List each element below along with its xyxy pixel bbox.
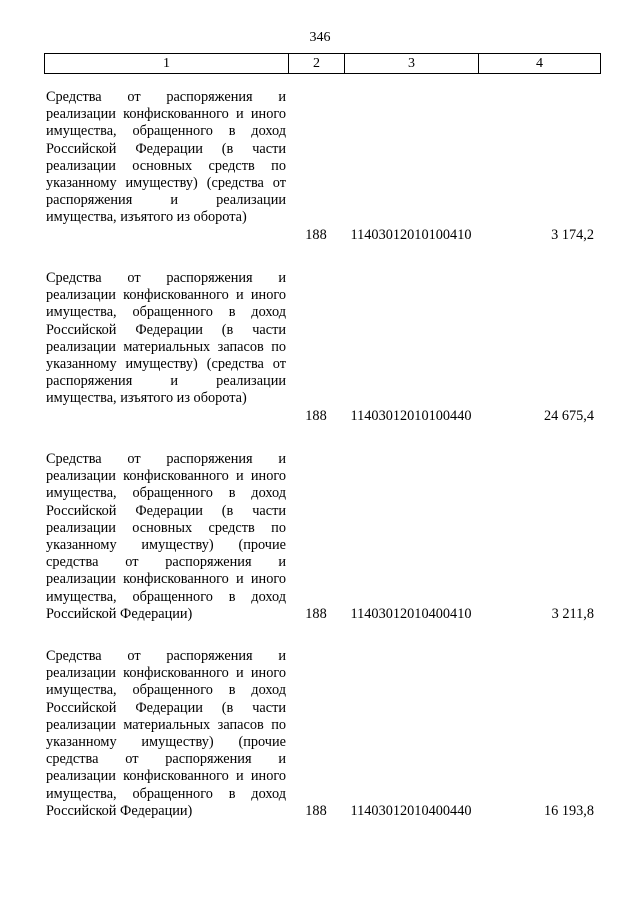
row-description: Средства от распоряжения и реализации конфискованного и иного имущества, обращенного в доход Российской Федерации (в части реализации основных средств по указанному имуществу) (средства от распоряжения и реализации имущества, изъятого из оборота) bbox=[46, 89, 286, 226]
row-amount: 3 174,2 bbox=[551, 226, 594, 243]
row-amount: 16 193,8 bbox=[543, 802, 594, 819]
header-col-1: 1 bbox=[45, 54, 289, 74]
row-admin-code: 188 bbox=[305, 226, 327, 243]
header-col-4: 4 bbox=[479, 54, 601, 74]
row-income-code: 11403012010400440 bbox=[350, 802, 472, 819]
row-income-code: 11403012010400410 bbox=[350, 605, 472, 622]
row-admin-code: 188 bbox=[305, 802, 327, 819]
header-row bbox=[45, 54, 601, 74]
header-col-3: 3 bbox=[345, 54, 479, 74]
row-description: Средства от распоряжения и реализации конфискованного и иного имущества, обращенного в доход Российской Федерации (в части реализации основных средств по указанному имуществу) (прочие средства от распоряжения и реализации конфискованного и иного имущества, обращенного в доход Российской Федерации) bbox=[46, 451, 286, 622]
row-amount: 3 211,8 bbox=[551, 605, 594, 622]
row-admin-code: 188 bbox=[305, 605, 327, 622]
row-income-code: 11403012010100410 bbox=[350, 226, 472, 243]
row-description: Средства от распоряжения и реализации конфискованного и иного имущества, обращенного в доход Российской Федерации (в части реализации материальных запасов по указанному имуществу) (прочие средства от распоряжения и реализации конфискованного и иного имущества, обращенного в доход Российской Федерации) bbox=[46, 648, 286, 819]
row-description: Средства от распоряжения и реализации конфискованного и иного имущества, обращенного в доход Российской Федерации (в части реализации материальных запасов по указанному имуществу) (средства от распоряжения и реализации имущества, изъятого из оборота) bbox=[46, 270, 286, 407]
row-income-code: 11403012010100440 bbox=[350, 407, 472, 424]
page-number: 346 bbox=[309, 30, 331, 45]
table-header bbox=[44, 53, 601, 74]
row-admin-code: 188 bbox=[305, 407, 327, 424]
row-amount: 24 675,4 bbox=[543, 407, 594, 424]
header-col-2: 2 bbox=[289, 54, 345, 74]
